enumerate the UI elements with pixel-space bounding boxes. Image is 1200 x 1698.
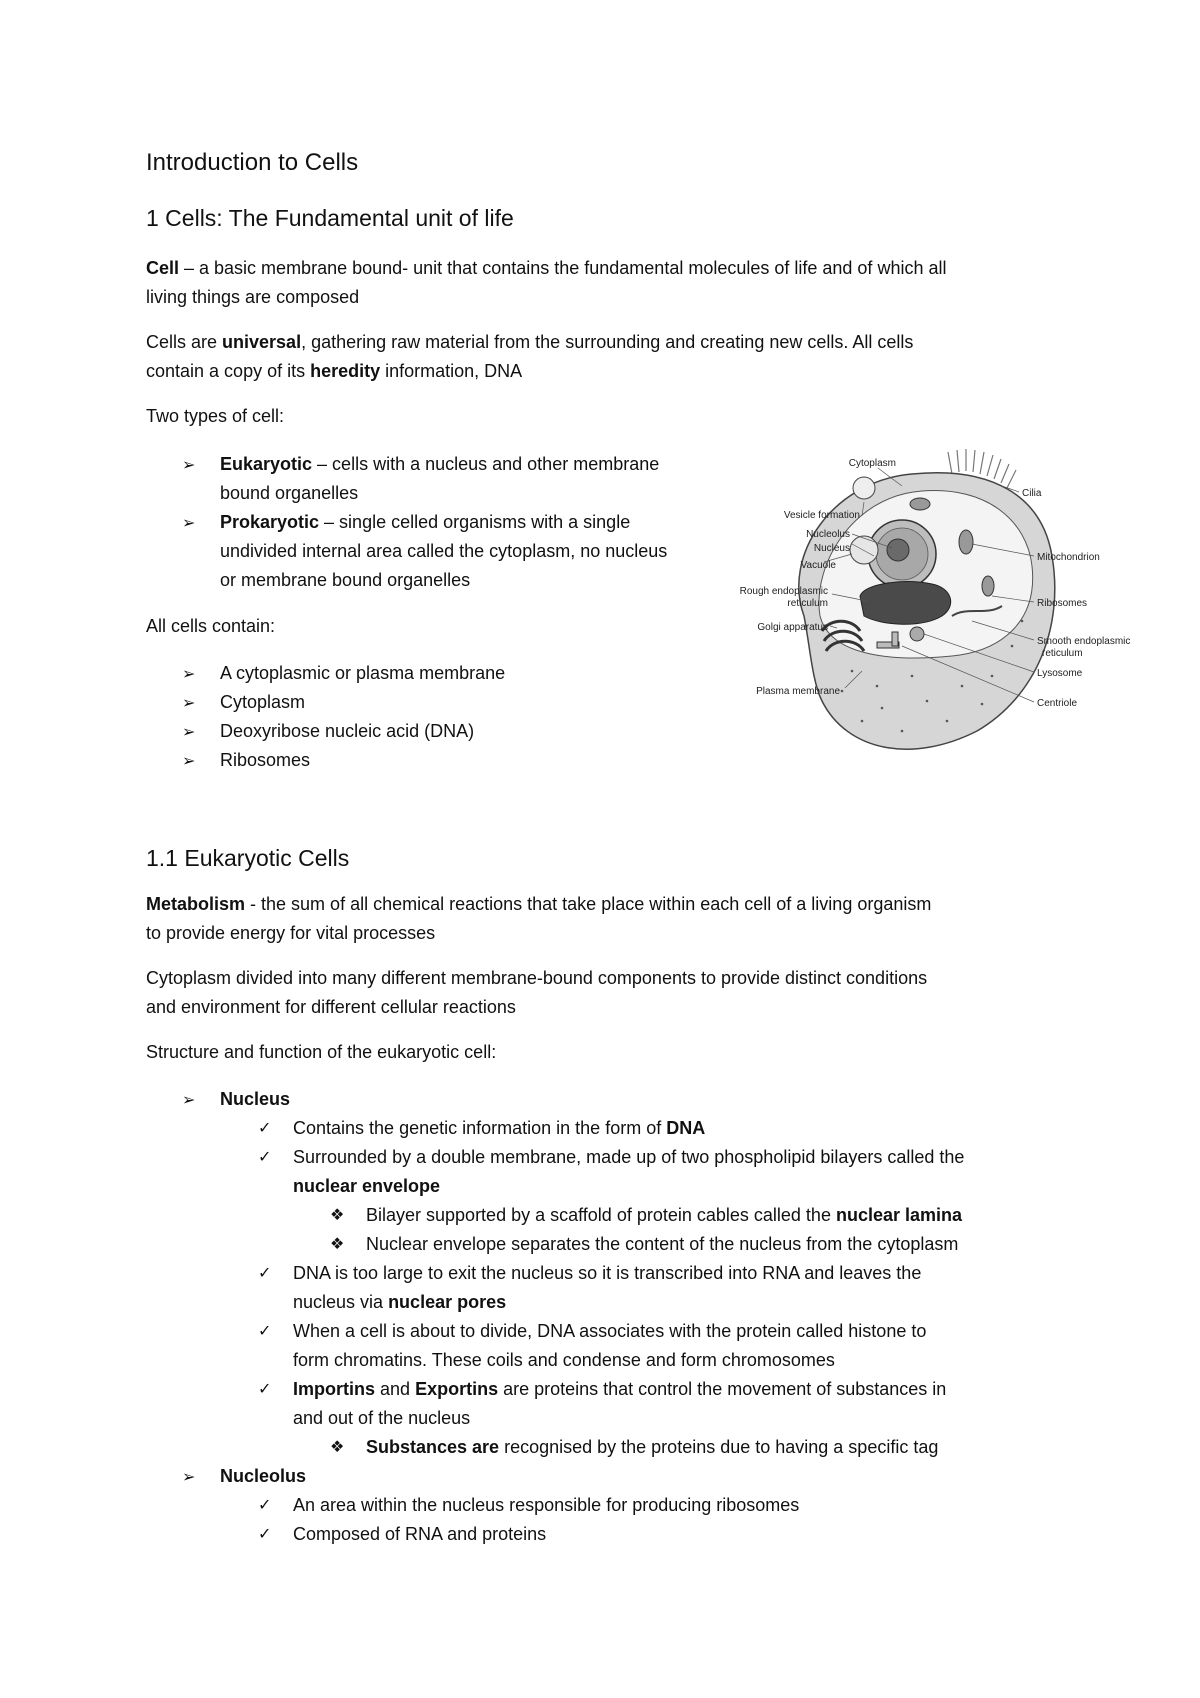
nucleus-point-3-line-2: [293, 1288, 506, 1317]
term-prokaryotic: Prokaryotic: [220, 512, 320, 532]
nucleus-sub1-text: Bilayer supported by a scaffold of protein cables called the: [366, 1205, 836, 1225]
term-importins: Importins: [293, 1379, 376, 1399]
section-heading-1: 1 Cells: The Fundamental unit of life: [146, 205, 514, 231]
nucleolus-point-1: An area within the nucleus responsible for producing ribosomes: [293, 1495, 800, 1515]
cytoplasm-line-1: Cytoplasm divided into many different membrane-bound components to provide distinct conditions: [146, 968, 928, 988]
nucleolus-shape: [887, 539, 909, 561]
check-icon: ✓: [258, 1497, 272, 1514]
nucleolus-point-2: Composed of RNA and proteins: [293, 1524, 547, 1544]
check-icon: ✓: [258, 1149, 272, 1166]
universal-line-1: [146, 328, 913, 357]
arrow-bullet-icon: ➢: [182, 693, 196, 712]
nucleus-point-2-line-2: [293, 1172, 440, 1201]
term-heredity: heredity: [310, 361, 381, 381]
nucleus-p1-text: Contains the genetic information in the form of: [293, 1118, 667, 1138]
contain-label: All cells contain:: [146, 616, 276, 636]
term-nuclear-pores: nuclear pores: [388, 1292, 507, 1312]
nucleus-point-4-line-1: When a cell is about to divide, DNA associates with the protein called histone to: [293, 1321, 927, 1341]
label-golgi-apparatus: Golgi apparatus: [757, 622, 828, 633]
nucleolus-title-text: Nucleolus: [220, 1466, 307, 1486]
centriole-shape: [892, 632, 898, 646]
metabolism-line-1: [146, 890, 931, 919]
arrow-bullet-icon: ➢: [182, 513, 196, 532]
arrow-bullet-icon: ➢: [182, 664, 196, 683]
nucleus-point-4-line-2: form chromatins. These coils and condense and form chromosomes: [293, 1350, 835, 1370]
arrow-bullet-icon: ➢: [182, 1467, 196, 1486]
label-nucleolus: Nucleolus: [806, 529, 850, 540]
vesicle-shape: [853, 477, 875, 499]
nucleus-p5-text: are proteins that control the movement of substances in: [498, 1379, 947, 1399]
cell-definition-line-2: living things are composed: [146, 287, 360, 307]
nucleus-point-2-line-1: Surrounded by a double membrane, made up of two phospholipid bilayers called the: [293, 1147, 965, 1167]
mitochondrion-shape: [959, 530, 973, 554]
section-heading-1-1: 1.1 Eukaryotic Cells: [146, 845, 350, 871]
arrow-bullet-icon: ➢: [182, 722, 196, 741]
nucleus-sub3-text: recognised by the proteins due to having a specific tag: [499, 1437, 939, 1457]
diamond-bullet-icon: ❖: [330, 1439, 345, 1456]
term-eukaryotic: Eukaryotic: [220, 454, 313, 474]
nucleus-point-3-line-1: DNA is too large to exit the nucleus so it is transcribed into RNA and leaves the: [293, 1263, 922, 1283]
term-metabolism: Metabolism: [146, 894, 246, 914]
nucleus-point-5-line-2: and out of the nucleus: [293, 1408, 471, 1428]
nucleus-p3-text: nucleus via: [293, 1292, 389, 1312]
nucleus-point-5-line-1: [293, 1375, 946, 1404]
label-rough-er-line-1: Rough endoplasmic: [739, 586, 828, 597]
label-vacuole: Vacuole: [800, 560, 836, 571]
metabolism-text: - the sum of all chemical reactions that take place within each cell of a living organism: [245, 894, 932, 914]
universal-line-2: [146, 357, 522, 386]
term-nuclear-lamina: nuclear lamina: [835, 1205, 963, 1225]
contain-item: Cytoplasm: [220, 692, 306, 712]
mitochondrion-shape: [910, 498, 930, 510]
arrow-bullet-icon: ➢: [182, 751, 196, 770]
lysosome-shape: [910, 627, 924, 641]
contain-item: Deoxyribose nucleic acid (DNA): [220, 721, 475, 741]
nucleus-p5-and: and: [375, 1379, 416, 1399]
universal-text-f: information, DNA: [380, 361, 523, 381]
check-icon: ✓: [258, 1526, 272, 1543]
organelle-nucleus-title: [220, 1085, 290, 1114]
arrow-bullet-icon: ➢: [182, 1090, 196, 1109]
nucleus-point-1: [293, 1114, 705, 1143]
check-icon: ✓: [258, 1120, 272, 1137]
universal-text-c: , gathering raw material from the surrounding and creating new cells. All cells: [301, 332, 914, 352]
label-nucleus: Nucleus: [813, 543, 850, 554]
label-lysosome: Lysosome: [1037, 668, 1083, 679]
term-dna: DNA: [666, 1118, 706, 1138]
metabolism-line-2: to provide energy for vital processes: [146, 923, 436, 943]
mitochondrion-shape: [982, 576, 994, 596]
diamond-bullet-icon: ❖: [330, 1207, 345, 1224]
types-label: Two types of cell:: [146, 406, 285, 426]
nucleus-sub-1: [366, 1201, 962, 1230]
structure-label: Structure and function of the eukaryotic cell:: [146, 1042, 497, 1062]
type-eukaryotic-line-1: [220, 450, 659, 479]
cell-definition-text: – a basic membrane bound- unit that contains the fundamental molecules of life and of which all: [179, 258, 947, 278]
type-prokaryotic-line-1: [220, 508, 630, 537]
animal-cell-diagram: [739, 446, 1184, 764]
term-substances-are: Substances are: [366, 1437, 500, 1457]
label-smooth-er-line-2: reticulum: [1042, 648, 1083, 659]
nucleus-title-text: Nucleus: [220, 1089, 291, 1109]
term-universal: universal: [222, 332, 302, 352]
universal-text-d: contain a copy of its: [146, 361, 311, 381]
organelle-nucleolus-title: [220, 1462, 306, 1491]
term-nuclear-envelope: nuclear envelope: [293, 1176, 441, 1196]
label-cilia: Cilia: [1022, 488, 1042, 499]
check-icon: ✓: [258, 1323, 272, 1340]
type-prokaryotic-line-3: or membrane bound organelles: [220, 570, 471, 590]
label-mitochondrion: Mitochondrion: [1037, 552, 1100, 563]
label-vesicle-formation: Vesicle formation: [783, 510, 860, 521]
label-plasma-membrane: Plasma membrane: [756, 686, 840, 697]
check-icon: ✓: [258, 1265, 272, 1282]
type-prokaryotic-line-2: undivided internal area called the cytoplasm, no nucleus: [220, 541, 668, 561]
label-centriole: Centriole: [1037, 698, 1078, 709]
label-cytoplasm: Cytoplasm: [848, 458, 896, 469]
check-icon: ✓: [258, 1381, 272, 1398]
contain-item: Ribosomes: [220, 750, 311, 770]
prokaryotic-text: – single celled organisms with a single: [319, 512, 631, 532]
diamond-bullet-icon: ❖: [330, 1236, 345, 1253]
nucleus-sub-2: Nuclear envelope separates the content of the nucleus from the cytoplasm: [366, 1234, 959, 1254]
term-exportins: Exportins: [415, 1379, 499, 1399]
nucleus-sub-3: [366, 1433, 938, 1462]
term-cell: Cell: [146, 258, 180, 278]
vacuole-shape: [850, 536, 878, 564]
document-title: Introduction to Cells: [146, 149, 359, 176]
type-eukaryotic-line-2: bound organelles: [220, 483, 359, 503]
eukaryotic-text: – cells with a nucleus and other membrane: [312, 454, 660, 474]
cell-definition-line-1: [146, 254, 946, 283]
cytoplasm-line-2: and environment for different cellular reactions: [146, 997, 516, 1017]
arrow-bullet-icon: ➢: [182, 455, 196, 474]
label-rough-er-line-2: reticulum: [787, 598, 828, 609]
label-smooth-er-line-1: Smooth endoplasmic: [1037, 636, 1131, 647]
contain-item: A cytoplasmic or plasma membrane: [220, 663, 506, 683]
rough-er-shape: [860, 582, 951, 625]
label-ribosomes: Ribosomes: [1037, 598, 1088, 609]
universal-text-a: Cells are: [146, 332, 223, 352]
